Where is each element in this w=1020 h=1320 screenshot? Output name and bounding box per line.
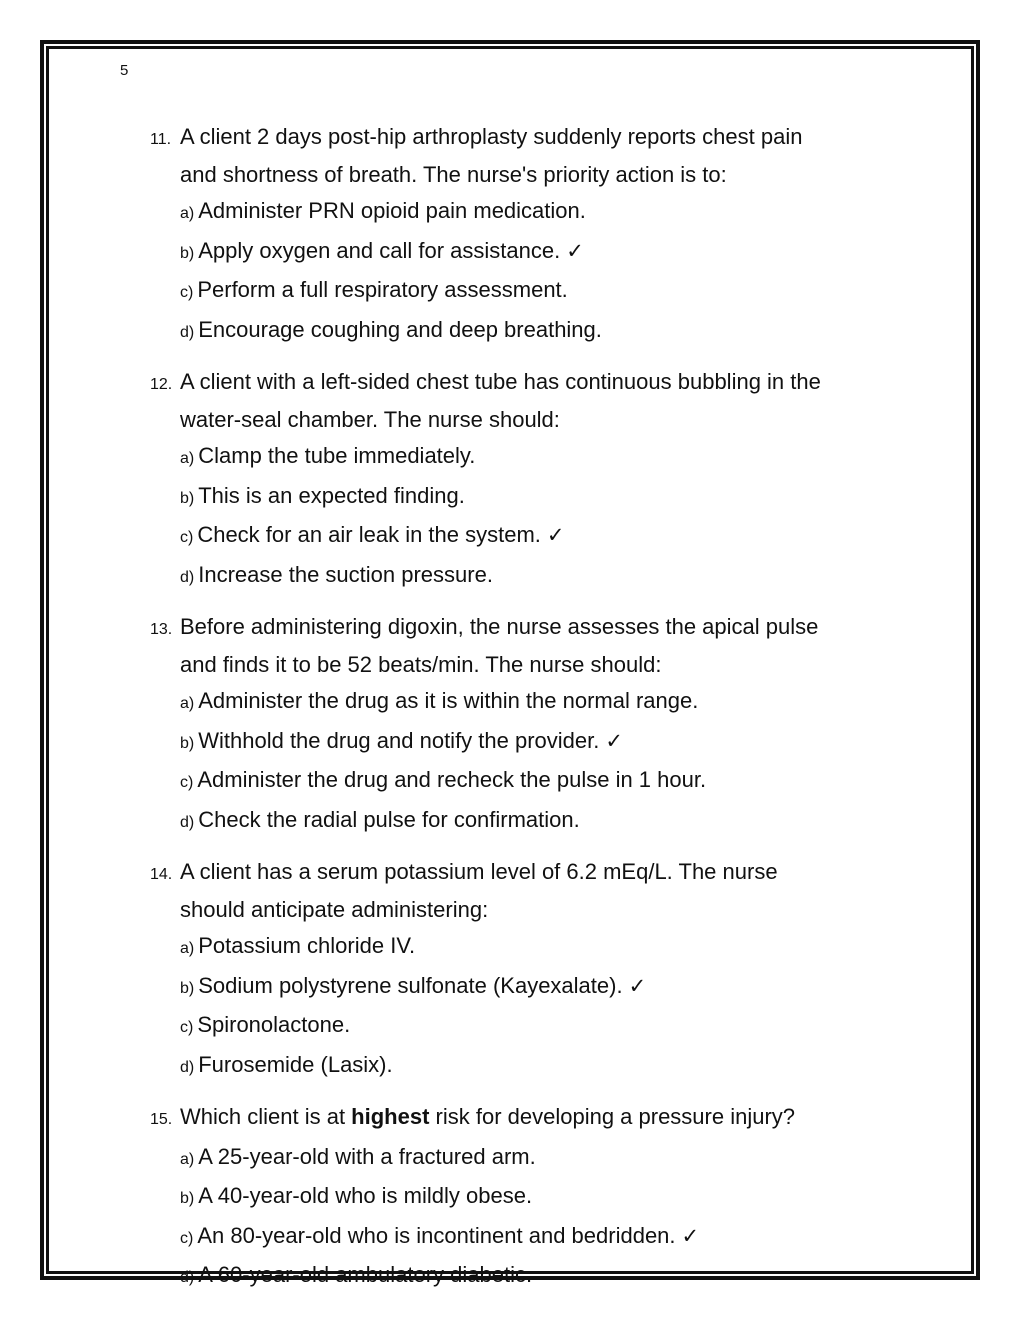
question-stem bbox=[150, 118, 810, 193]
answer-option bbox=[180, 478, 870, 518]
option-letter: c) bbox=[180, 774, 194, 791]
question-text: A client with a left-sided chest tube has continuous bubbling in the water-seal chamber. The nurse should: bbox=[180, 369, 821, 432]
option-letter: a) bbox=[180, 205, 195, 222]
answer-option bbox=[180, 312, 810, 352]
answer-option bbox=[180, 233, 810, 273]
option-letter: d) bbox=[180, 1058, 195, 1076]
answer-option bbox=[180, 683, 840, 723]
option-text: Clamp the tube immediately. bbox=[198, 443, 476, 468]
answer-options bbox=[180, 1139, 870, 1297]
question-number: 13. bbox=[150, 621, 173, 638]
option-text: Apply oxygen and call for assistance. bbox=[198, 237, 561, 263]
option-text: Potassium chloride IV. bbox=[198, 933, 416, 958]
emphasis-text: highest bbox=[351, 1104, 430, 1129]
checkmark-icon: ✓ bbox=[546, 523, 565, 547]
option-text: A 60-year-old ambulatory diabetic. bbox=[198, 1262, 533, 1287]
answer-option bbox=[180, 517, 870, 557]
answer-option bbox=[180, 1047, 790, 1087]
option-text: An 80-year-old who is incontinent and bedridden. bbox=[197, 1222, 676, 1248]
question-text bbox=[180, 1098, 870, 1136]
option-letter: d) bbox=[180, 813, 195, 831]
option-letter: b) bbox=[180, 489, 195, 507]
question-number: 12. bbox=[150, 376, 173, 393]
option-text: Withhold the drug and notify the provider. bbox=[198, 727, 600, 753]
answer-option bbox=[180, 272, 810, 312]
option-text: Check for an air leak in the system. bbox=[197, 522, 541, 547]
option-letter: a) bbox=[180, 695, 195, 712]
question-15 bbox=[150, 1098, 870, 1297]
option-letter: c) bbox=[180, 1019, 194, 1036]
option-text: Administer the drug and recheck the pulse in 1 hour. bbox=[197, 767, 707, 792]
question-stem bbox=[150, 1098, 870, 1139]
question-number: 14. bbox=[150, 866, 173, 883]
option-letter: a) bbox=[180, 450, 195, 467]
option-letter: c) bbox=[180, 1229, 194, 1247]
option-letter: d) bbox=[180, 323, 195, 341]
answer-options bbox=[180, 683, 840, 841]
option-text: Check the radial pulse for confirmation. bbox=[198, 806, 580, 832]
checkmark-icon: ✓ bbox=[605, 728, 623, 753]
answer-options bbox=[180, 438, 870, 596]
option-letter: d) bbox=[180, 1269, 195, 1286]
question-stem bbox=[150, 363, 870, 438]
question-stem bbox=[150, 608, 840, 683]
answer-option bbox=[180, 193, 810, 233]
page-number: 5 bbox=[120, 62, 129, 79]
question-11 bbox=[150, 118, 810, 351]
option-letter: b) bbox=[180, 244, 195, 262]
answer-options bbox=[180, 928, 790, 1086]
question-14 bbox=[150, 853, 790, 1086]
option-letter: d) bbox=[180, 568, 195, 586]
option-text: A 25-year-old with a fractured arm. bbox=[198, 1143, 536, 1169]
option-letter: a) bbox=[180, 940, 195, 957]
question-text: A client 2 days post-hip arthroplasty suddenly reports chest pain and shortness of breath. The nurse's priority action is to: bbox=[180, 124, 803, 187]
answer-options bbox=[180, 193, 810, 351]
answer-option bbox=[180, 802, 840, 842]
option-text: Furosemide (Lasix). bbox=[198, 1051, 393, 1077]
answer-option bbox=[180, 1257, 870, 1297]
answer-option bbox=[180, 438, 870, 478]
question-number: 15. bbox=[150, 1111, 173, 1128]
question-stem bbox=[150, 853, 790, 928]
question-13 bbox=[150, 608, 840, 841]
answer-option bbox=[180, 1007, 790, 1047]
option-text: Encourage coughing and deep breathing. bbox=[198, 316, 602, 342]
option-letter: b) bbox=[180, 979, 195, 997]
question-list bbox=[150, 118, 870, 1309]
option-text: Perform a full respiratory assessment. bbox=[197, 277, 568, 302]
answer-option bbox=[180, 762, 840, 802]
option-text: Spironolactone. bbox=[197, 1012, 351, 1037]
question-text-end: risk for developing a pressure injury? bbox=[429, 1104, 796, 1129]
question-12 bbox=[150, 363, 870, 596]
checkmark-icon: ✓ bbox=[681, 1223, 700, 1248]
answer-option bbox=[180, 928, 790, 968]
answer-option bbox=[180, 1178, 870, 1218]
answer-option bbox=[180, 1139, 870, 1179]
answer-option bbox=[180, 968, 790, 1008]
option-text: Increase the suction pressure. bbox=[198, 561, 493, 587]
question-number: 11. bbox=[150, 131, 172, 148]
answer-option bbox=[180, 723, 840, 763]
option-letter: c) bbox=[180, 284, 194, 301]
option-letter: b) bbox=[180, 1190, 195, 1207]
checkmark-icon: ✓ bbox=[628, 973, 647, 998]
option-text: A 40-year-old who is mildly obese. bbox=[198, 1183, 533, 1208]
answer-option bbox=[180, 1218, 870, 1258]
option-letter: b) bbox=[180, 734, 195, 752]
option-text: Administer PRN opioid pain medication. bbox=[198, 198, 586, 223]
question-text-start: Which client is at bbox=[180, 1104, 352, 1129]
option-text: Administer the drug as it is within the normal range. bbox=[198, 688, 699, 713]
question-text: A client has a serum potassium level of 6.2 mEq/L. The nurse should anticipate administering: bbox=[180, 859, 778, 922]
checkmark-icon: ✓ bbox=[566, 238, 584, 263]
answer-option bbox=[180, 557, 870, 597]
option-letter: a) bbox=[180, 1150, 195, 1168]
option-letter: c) bbox=[180, 529, 194, 546]
option-text: This is an expected finding. bbox=[198, 482, 465, 508]
question-text: Before administering digoxin, the nurse assesses the apical pulse and finds it to be 52 beats/min. The nurse should: bbox=[180, 614, 819, 677]
option-text: Sodium polystyrene sulfonate (Kayexalate). bbox=[198, 972, 623, 998]
